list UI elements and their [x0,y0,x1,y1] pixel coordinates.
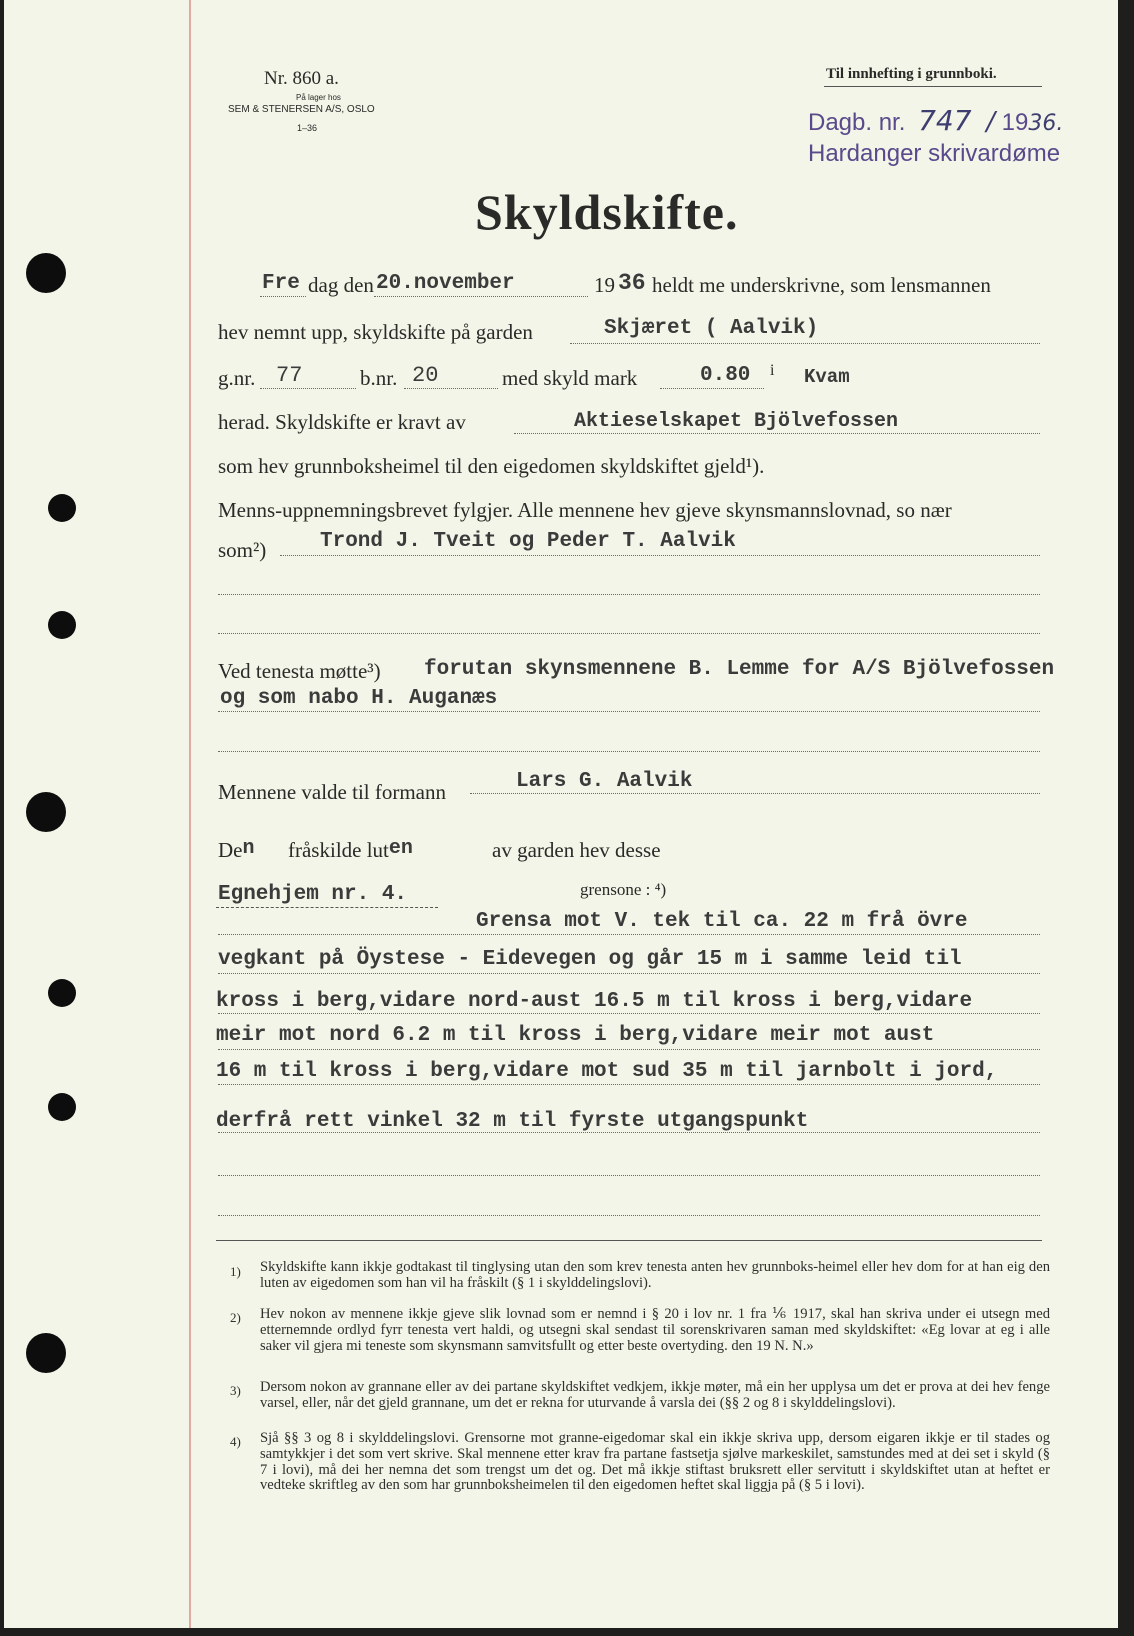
formann-label: Mennene valde til formann [218,780,447,804]
weekday-line [260,296,306,297]
boundary-underline [218,1049,1040,1050]
fraskilde-label [288,838,413,864]
boundary-underline [218,1132,1040,1133]
printer-line: På lager hos [296,93,341,102]
printer-name: SEM & STENERSEN A/S, OSLO [228,104,375,115]
skyld-value: 0.80 [700,364,751,387]
boundary-line: Grensa mot V. tek til ca. 22 m frå övre [476,910,968,933]
year-value: 36 [618,270,646,296]
attended-line1: forutan skynsmennene B. Lemme for A/S Bjölvefossen [424,658,1055,681]
boundary-line: derfrå rett vinkel 32 m til fyrste utgangspunkt [216,1110,809,1133]
footnote-text: Sjå §§ 3 og 8 i skylddelingslovi. Grensorne mot granne-eigedomar skal ein ikkje skriva upp, dersom eigaren ikkje er til stades og samtykkjer i det som vert skrive. Skal mennene etter krav fra partane fastsetja sjølve markeskilet, samstundes med at dei set i skyld (§ 7 i lovi), må dei her nemna det som trengst um det og. Det må ikkje stiftast bruksrett eller servitutt i skyldskiftet utan at heftet er vedteke skriftleg av den som har grunnboksheimelen til den eigedomen heftet skal liggja på (§ 5 i lovi). [260,1430,1050,1494]
blank-line [218,1175,1040,1176]
dagbok-prefix: Dagb. nr. [808,109,906,136]
bnr-line [404,388,498,389]
gnr-label: g.nr. [218,366,256,390]
men-line [280,555,1040,556]
footnote-text: Skyldskifte kann ikkje godtakast til tinglysing utan den som krev tenesta anten hev grunnboks-heimel eller hev dom for at han eig den luten av eigedomen som han vil ha fråskilt (§ 1 i skylddelingslovi). [260,1259,1050,1291]
boundary-line: meir mot nord 6.2 m til kross i berg,vidare meir mot aust [216,1024,935,1047]
boundary-line: kross i berg,vidare nord-aust 16.5 m til kross i berg,vidare [216,990,973,1013]
den-typed: n [242,837,255,860]
weekday: Fre [262,272,300,295]
av-garden-label: av garden hev desse [492,838,661,862]
attended-underline [218,711,1040,712]
boundary-underline [218,934,1040,935]
formann-name: Lars G. Aalvik [516,770,693,793]
dagbok-number: 747 [918,104,972,137]
attended-line2: og som nabo H. Auganæs [220,687,498,710]
punch-hole [26,253,66,293]
printer-date: 1–36 [297,123,318,133]
men-names: Trond J. Tveit og Peder T. Aalvik [320,530,736,553]
punch-hole [48,611,76,639]
footnote-number: 1) [230,1264,241,1279]
formann-line [470,793,1040,794]
footnote-number: 2) [230,1310,241,1325]
top-right-underline [824,86,1042,87]
footnote-text: Dersom nokon av grannane eller av dei partane skyldskiftet vedkjem, ikkje møter, må ein her upplysa um det er prova at dei hev fenge varsel, eller, når det gjeld grannane, um det er rekna for uturvande å varsla dei (§§ 2 og 8 i skylddelingslovi). [260,1379,1050,1411]
dag-den-label: dag den [308,273,374,297]
municipality: Kvam [804,366,850,388]
den-label [218,838,255,864]
dagbok-year-prefix: 19 [1001,109,1029,136]
page-title: Skyldskifte. [475,184,739,240]
ved-label: Ved tenesta møtte³) [218,659,381,683]
dagbok-stamp [808,104,1063,137]
grensone-label: grensone : ⁴) [580,880,667,899]
dagbok-separator: / [986,107,995,137]
blank-line [218,1215,1040,1216]
farm-name: Skjæret ( Aalvik) [604,317,819,340]
skyld-line [660,388,764,389]
boundary-underline [218,973,1040,974]
gnr-value: 77 [276,363,303,388]
punch-hole [48,1093,76,1121]
footnote-text: Hev nokon av mennene ikkje gjeve slik lovnad som er nemnd i § 20 i lov nr. 1 fra ⅙ 1917, skal han skriva under ei utsegn med etternemnde ordlyd fyrr tenesta vert haldi, og utsegni skal sendast til sorenskrivaren saman med skyldskiftet: «Eg lovar at eg i alle saker vil gjera mi teneste som skynsmann samvitsfullt og etter beste overtyding. den 19 N. N.» [260,1306,1050,1354]
blank-line [218,633,1040,634]
date-value: 20.november [376,272,515,295]
form-number: Nr. 860 a. [264,68,339,89]
footnote-number: 3) [230,1383,241,1398]
boundary-line: vegkant på Öystese - Eidevegen og går 15 m i samme leid til [218,948,962,971]
punch-hole [26,792,66,832]
boundary-underline [218,1084,1040,1085]
menns-text: Menns-uppnemningsbrevet fylgjer. Alle mennene hev gjeve skynsmannslovnad, so nær [218,498,952,522]
punch-hole [26,1333,66,1373]
boundary-line: 16 m til kross i berg,vidare mot sud 35 m til jarnbolt i jord, [216,1060,998,1083]
i-label: i [770,362,775,379]
date-line [374,296,588,297]
footnote-number: 4) [230,1434,241,1449]
herad-text: herad. Skyldskifte er kravt av [218,410,466,434]
gnr-line [260,388,356,389]
den-print: De [218,838,243,862]
office-stamp: Hardanger skrivardøme [808,140,1061,167]
footnote-separator [216,1240,1042,1241]
requester: Aktieselskapet Bjölvefossen [574,410,899,433]
dagbok-year: 36. [1028,111,1064,136]
parcel-name: Egnehjem nr. 4. [218,883,408,906]
som-label: som²) [218,538,267,562]
requester-line [514,433,1040,434]
punch-hole [48,494,76,522]
fraskilde-print: fråskilde lut [288,838,389,862]
punch-hole [48,979,76,1007]
held-text: heldt me underskrivne, som lensmannen [652,273,991,297]
blank-line [218,751,1040,752]
document-page [4,0,1118,1628]
fraskilde-typed: en [388,837,413,860]
boundary-underline [218,1013,1040,1014]
year-prefix: 19 [594,273,615,297]
blank-line [218,594,1040,595]
grunnbok-text: som hev grunnboksheimel til den eigedomen skyldskiftet gjeld¹). [218,454,765,478]
parcel-underline [216,907,438,908]
skyld-label: med skyld mark [502,366,638,390]
margin-line [189,0,191,1628]
top-right-label: Til innhefting i grunnboki. [826,66,997,82]
line2-text: hev nemnt upp, skyldskifte på garden [218,320,533,344]
bnr-label: b.nr. [360,366,398,390]
bnr-value: 20 [412,363,439,388]
farm-line [570,343,1040,344]
